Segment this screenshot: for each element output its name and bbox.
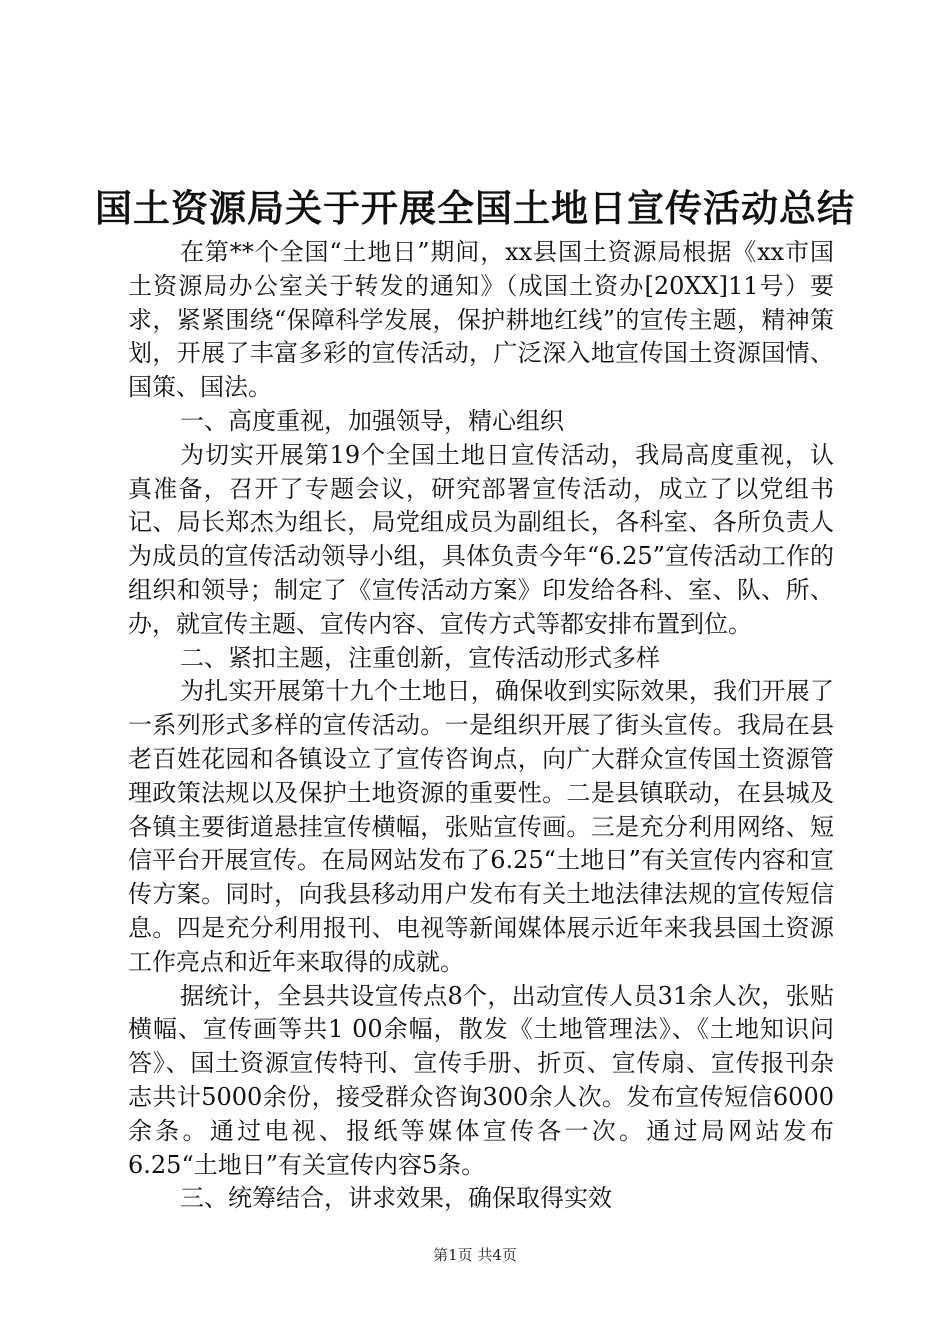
page-footer: 第1页 共4页 bbox=[433, 1246, 517, 1264]
paragraph-section-1: 为切实开展第19个全国土地日宣传活动，我局高度重视，认真准备，召开了专题会议，研究部署宣传活动，成立了以党组书记、局长郑杰为组长，局党组成员为副组长，各科室、各所负责人为成员的宣传活动领导小组，具体负责今年“6.25”宣传活动工作的组织和领导；制定了《宣传活动方案》印发给各科、室、队、所、办，就宣传主题、宣传内容、宣传方式等都安排布置到位。 bbox=[128, 440, 834, 638]
paragraph-statistics: 据统计，全县共设宣传点8个，出动宣传人员31余人次，张贴横幅、宣传画等共1 00余幅，散发《土地管理法》、《土地知识问答》、国土资源宣传特刊、宣传手册、折页、宣传扇、宣传报刊杂志共计5000余份，接受群众咨询300余人次。发布宣传短信6000余条。通过电视、报纸等媒体宣传各一次。通过局网站发布6.25“土地日”有关宣传内容5条。 bbox=[128, 981, 834, 1179]
section-heading-1: 一、高度重视，加强领导，精心组织 bbox=[180, 406, 564, 435]
paragraph-intro: 在第**个全国“土地日”期间，xx县国土资源局根据《xx市国土资源局办公室关于转发的通知》（成国土资办[20XX]11号）要求，紧紧围绕“保障科学发展，保护耕地红线”的宣传主题，精神策划，开展了丰富多彩的宣传活动，广泛深入地宣传国土资源国情、国策、国法。 bbox=[128, 238, 834, 402]
document-title: 国土资源局关于开展全国土地日宣传活动总结 bbox=[95, 186, 855, 230]
section-heading-2: 二、紧扣主题，注重创新，宣传活动形式多样 bbox=[180, 643, 660, 672]
document-body bbox=[128, 236, 834, 1216]
section-heading-3: 三、统筹结合，讲求效果，确保取得实效 bbox=[180, 1184, 612, 1213]
paragraph-section-2: 为扎实开展第十九个土地日，确保收到实际效果，我们开展了一系列形式多样的宣传活动。一是组织开展了街头宣传。我局在县老百姓花园和各镇设立了宣传咨询点，向广大群众宣传国土资源管理政策法规以及保护土地资源的重要性。二是县镇联动，在县城及各镇主要街道悬挂宣传横幅，张贴宣传画。三是充分利用网络、短信平台开展宣传。在局网站发布了6.25“土地日”有关宣传内容和宣传方案。同时，向我县移动用户发布有关土地法律法规的宣传短信息。四是充分利用报刊、电视等新闻媒体展示近年来我县国土资源工作亮点和近年来取得的成就。 bbox=[128, 677, 834, 976]
